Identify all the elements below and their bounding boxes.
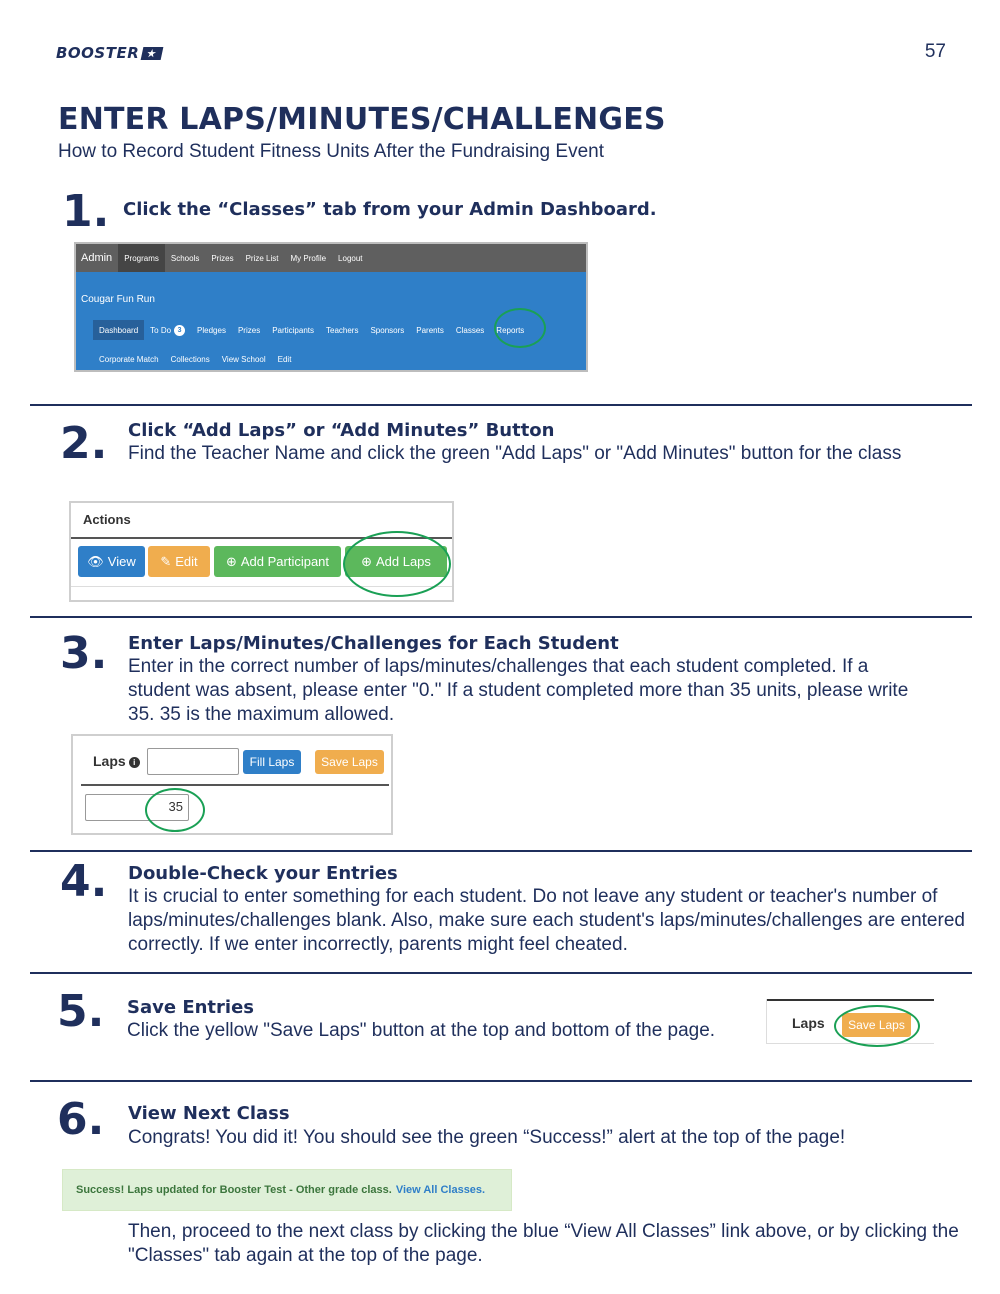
tab-classes[interactable]: Classes: [455, 325, 485, 335]
divider-2: [30, 616, 972, 618]
tab-pledges[interactable]: Pledges: [197, 325, 226, 335]
save-laps-button-top[interactable]: Save Laps: [315, 750, 384, 774]
add-laps-highlight-circle: [343, 531, 451, 597]
page-subtitle: How to Record Student Fitness Units After the Fundraising Event: [58, 141, 604, 162]
tab-participants[interactable]: Participants: [272, 325, 314, 335]
edit-button-label: Edit: [175, 554, 198, 569]
page-title: ENTER LAPS/MINUTES/CHALLENGES: [58, 102, 666, 137]
tab-reports[interactable]: Reports: [496, 325, 525, 335]
divider-4: [30, 972, 972, 974]
add-participant-button[interactable]: [214, 546, 341, 577]
tab-parents[interactable]: Parents: [416, 325, 444, 335]
program-sub-nav-row-2: [93, 349, 297, 369]
divider-1: [30, 404, 972, 406]
add-laps-label: Add Laps: [375, 554, 431, 569]
save-laps-bottom-rule: [766, 1043, 934, 1044]
tab-dashboard[interactable]: Dashboard: [93, 320, 144, 340]
save-laps-screenshot: [766, 993, 936, 1046]
tab-corporate-match[interactable]: Corporate Match: [99, 354, 159, 364]
step-6-number: 6.: [57, 1094, 105, 1145]
save-laps-left-rule: [766, 999, 767, 1044]
step-2-number: 2.: [60, 418, 108, 469]
save-laps-button[interactable]: Save Laps: [842, 1013, 911, 1037]
eye-icon: 👁: [87, 553, 104, 569]
step-1-number: 1.: [62, 186, 110, 237]
success-alert-message: Success! Laps updated for Booster Test - Other grade class.: [76, 1184, 392, 1196]
student-laps-highlight-circle: [145, 788, 205, 832]
view-all-classes-link[interactable]: View All Classes.: [395, 1184, 486, 1196]
classes-highlight-circle: [494, 308, 546, 348]
step-1-title: Click the “Classes” tab from your Admin Dashboard.: [123, 199, 657, 220]
top-nav-schools[interactable]: Schools: [170, 253, 200, 263]
laps-header-rule: [81, 784, 389, 786]
fill-laps-input[interactable]: [147, 748, 239, 775]
tab-to-do[interactable]: [144, 320, 191, 340]
tab-to-do-label: To Do: [150, 325, 172, 335]
program-sub-nav: [93, 320, 530, 340]
divider-3: [30, 850, 972, 852]
star-logo-icon: [141, 47, 164, 60]
tab-sponsors[interactable]: Sponsors: [370, 325, 405, 335]
step-4-text: It is crucial to enter something for each student. Do not leave any student or teacher's number of laps/minutes/challenges blank. Also, make sure each student's laps/minutes/challenges are entered correctly. If we enter incorrectly, parents might feel cheated.: [128, 886, 965, 955]
program-name: Cougar Fun Run: [81, 294, 155, 305]
add-participant-label: Add Participant: [240, 554, 330, 569]
admin-brand: Admin: [81, 252, 113, 264]
step-6-text: Congrats! You did it! You should see the green “Success!” alert at the top of the page!: [128, 1127, 846, 1148]
step-3-text: Enter in the correct number of laps/minutes/challenges that each student completed. If a student was absent, please enter "0." If a student completed more than 35 units, please write 35. 35 is the maximum allowed.: [128, 656, 909, 725]
edit-button[interactable]: [148, 546, 210, 577]
admin-dashboard-screenshot: [74, 242, 588, 372]
step-3-title: Enter Laps/Minutes/Challenges for Each Student: [128, 633, 619, 654]
step-4-title: Double-Check your Entries: [128, 863, 398, 884]
step-4-number: 4.: [60, 856, 108, 907]
step-6-text-after: Then, proceed to the next class by clicking the blue “View All Classes” link above, or by clicking the "Classes" tab again at the top of the page.: [128, 1221, 959, 1266]
save-laps-top-rule: [766, 999, 934, 1001]
success-alert: [62, 1169, 512, 1211]
pencil-icon: ✎: [160, 553, 172, 569]
top-nav-prize-list[interactable]: Prize List: [245, 253, 279, 263]
info-icon: i: [129, 757, 140, 768]
step-3-number: 3.: [60, 628, 108, 679]
actions-header: Actions: [83, 512, 131, 527]
todo-count-badge: 3: [174, 325, 185, 336]
top-nav-logout[interactable]: Logout: [338, 253, 363, 263]
tab-edit[interactable]: Edit: [277, 354, 292, 364]
step-2-text: Find the Teacher Name and click the green "Add Laps" or "Add Minutes" button for the class: [128, 443, 902, 464]
laps-label-text: Laps: [93, 753, 126, 769]
top-nav-my-profile[interactable]: My Profile: [290, 253, 327, 263]
top-nav-prizes[interactable]: Prizes: [211, 253, 234, 263]
plus-circle-icon: ⊕: [225, 553, 237, 569]
step-5-number: 5.: [57, 986, 105, 1037]
step-5-title: Save Entries: [127, 997, 255, 1018]
top-nav-programs[interactable]: Programs: [118, 244, 165, 272]
plus-circle-icon: ⊕: [361, 553, 372, 569]
laps-column-label: Laps: [792, 1015, 825, 1031]
booster-logo: [56, 44, 162, 62]
divider-5: [30, 1080, 972, 1082]
tab-view-school[interactable]: View School: [221, 354, 266, 364]
step-6-title: View Next Class: [128, 1103, 290, 1124]
actions-screenshot: [69, 501, 454, 602]
laps-label: [93, 753, 140, 769]
tab-teachers[interactable]: Teachers: [326, 325, 359, 335]
page-number: 57: [924, 41, 946, 62]
save-laps-highlight-circle: [834, 1005, 920, 1047]
fill-laps-button[interactable]: Fill Laps: [243, 750, 301, 774]
step-2-title: Click “Add Laps” or “Add Minutes” Button: [128, 420, 555, 441]
tab-collections[interactable]: Collections: [170, 354, 210, 364]
view-button[interactable]: [78, 546, 145, 577]
step-5-text: Click the yellow "Save Laps" button at the top and bottom of the page.: [127, 1020, 716, 1041]
view-button-label: View: [107, 554, 136, 569]
enter-laps-screenshot: [71, 734, 393, 835]
logo-text: BOOSTER: [56, 44, 140, 62]
admin-top-nav: [76, 244, 586, 272]
student-laps-input[interactable]: 35: [85, 794, 189, 821]
tab-prizes[interactable]: Prizes: [237, 325, 261, 335]
